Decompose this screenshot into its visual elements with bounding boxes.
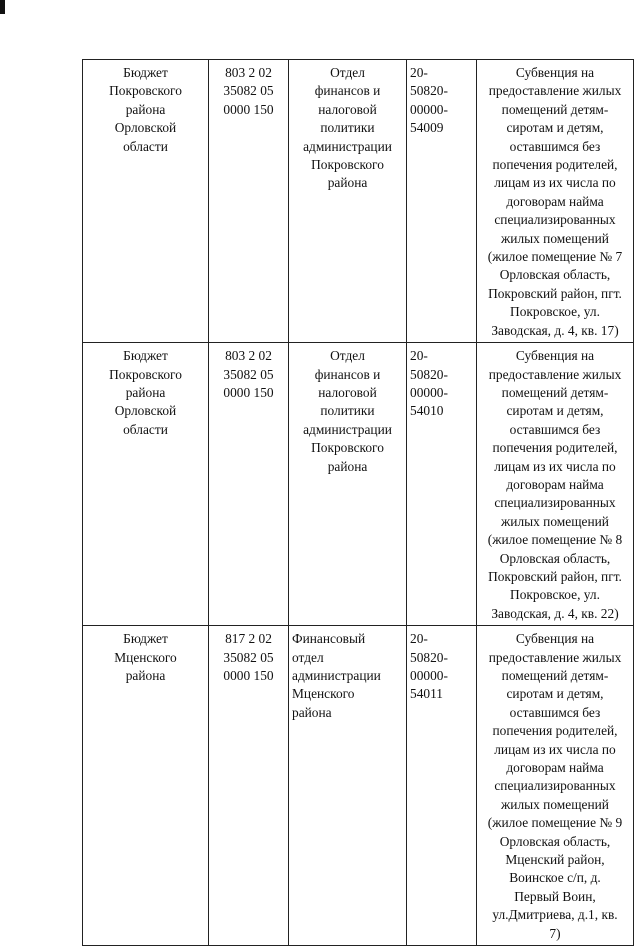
budget-cell [83, 60, 209, 343]
budget-text: Бюджет Покровского района Орловской области [109, 348, 182, 437]
administrator-cell [289, 343, 407, 626]
administrator-text: Отдел финансов и налоговой политики администрации Покровского района [303, 348, 392, 474]
budget-cell [83, 343, 209, 626]
code-cell [209, 343, 289, 626]
target-code-text: 20- 50820- 00000- 54011 [410, 631, 448, 702]
target-code-text: 20- 50820- 00000- 54010 [410, 348, 448, 419]
purpose-text: Субвенция на предоставление жилых помещений детям- сиротам и детям, оставшимся без попечения родителей, лицам из их числа по договорам найма специализированных жилых помещений (жилое помещение № 7 Орловская область, Покровский район, пгт. Покровское, ул. Заводская, д. 4, кв. 17) [487, 65, 623, 338]
administrator-text: Отдел финансов и налоговой политики администрации Покровского района [303, 65, 392, 191]
target-code-cell [407, 343, 477, 626]
code-cell [209, 626, 289, 946]
purpose-text: Субвенция на предоставление жилых помещений детям- сиротам и детям, оставшимся без попечения родителей, лицам из их числа по договорам найма специализированных жилых помещений (жилое помещение № 8 Орловская область, Покровский район, пгт. Покровское, ул. Заводская, д. 4, кв. 22) [487, 348, 623, 621]
target-code-cell [407, 626, 477, 946]
budget-text: Бюджет Мценского района [114, 631, 177, 683]
purpose-cell [477, 343, 634, 626]
table-row [83, 60, 634, 343]
table-row [83, 626, 634, 946]
purpose-cell [477, 626, 634, 946]
target-code-cell [407, 60, 477, 343]
budget-classification-code: 817 2 02 35082 05 0000 150 [223, 631, 274, 683]
purpose-text: Субвенция на предоставление жилых помещений детям- сиротам и детям, оставшимся без попечения родителей, лицам из их числа по договорам найма специализированных жилых помещений (жилое помещение № 9 Орловская область, Мценский район, Воинское с/п, д. Первый Воин, ул.Дмитриева, д.1, кв. 7) [487, 631, 623, 941]
budget-classification-code: 803 2 02 35082 05 0000 150 [223, 348, 274, 400]
code-cell [209, 60, 289, 343]
target-code-text: 20- 50820- 00000- 54009 [410, 65, 448, 136]
budget-classification-code: 803 2 02 35082 05 0000 150 [223, 65, 274, 117]
subvention-table [82, 59, 634, 946]
purpose-cell [477, 60, 634, 343]
administrator-text: Финансовый отдел администрации Мценского района [292, 631, 381, 720]
table-row [83, 343, 634, 626]
budget-text: Бюджет Покровского района Орловской области [109, 65, 182, 154]
administrator-cell [289, 60, 407, 343]
administrator-cell [289, 626, 407, 946]
budget-cell [83, 626, 209, 946]
scan-edge-mark [0, 0, 5, 14]
